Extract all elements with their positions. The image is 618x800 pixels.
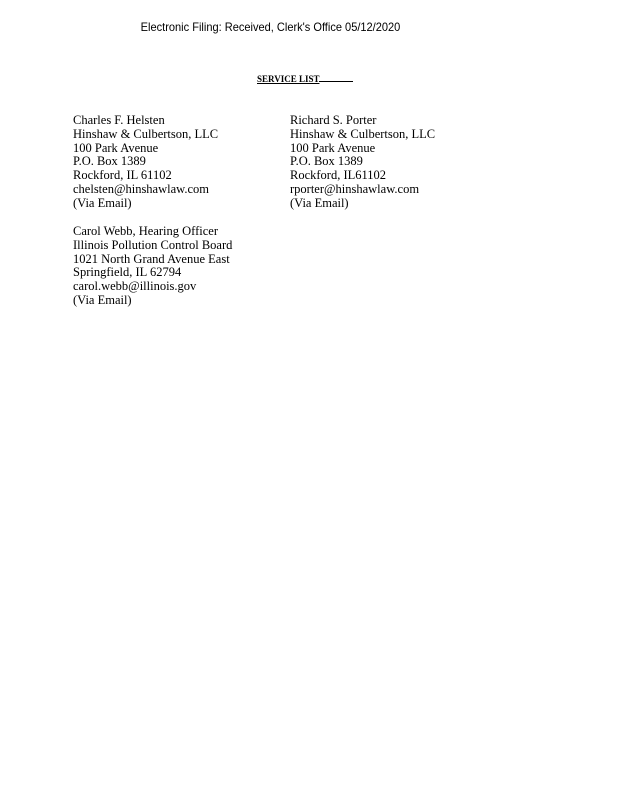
recipient-delivery-method: (Via Email) (290, 195, 349, 210)
recipient-email: chelsten@hinshawlaw.com (73, 181, 210, 196)
recipient-delivery-method: (Via Email) (73, 292, 132, 307)
recipient-street: 100 Park Avenue (290, 140, 376, 155)
title-underline-rule (319, 80, 353, 82)
recipient-city: Springfield, IL 62794 (73, 265, 182, 280)
recipient-organization: Illinois Pollution Control Board (73, 237, 233, 252)
recipient-po-box: P.O. Box 1389 (290, 154, 363, 169)
recipient-name: Richard S. Porter (290, 113, 377, 127)
recipient-city: Rockford, IL 61102 (73, 168, 172, 183)
recipient-block-webb (73, 225, 232, 308)
recipient-name: Carol Webb, Hearing Officer (73, 224, 219, 238)
recipient-delivery-method: (Via Email) (73, 195, 132, 210)
recipient-street: 100 Park Avenue (73, 140, 159, 155)
recipient-email: rporter@hinshawlaw.com (290, 181, 420, 196)
recipient-firm: Hinshaw & Culbertson, LLC (73, 126, 219, 141)
recipient-po-box: P.O. Box 1389 (73, 154, 146, 169)
recipient-street: 1021 North Grand Avenue East (73, 251, 230, 266)
service-list-title-text: SERVICE LIST (257, 74, 320, 84)
recipient-firm: Hinshaw & Culbertson, LLC (290, 126, 436, 141)
recipient-block-helsten (73, 114, 218, 211)
recipient-block-porter (290, 114, 435, 211)
recipient-email: carol.webb@illinois.gov (73, 279, 197, 294)
service-list-title (257, 74, 353, 84)
recipient-city: Rockford, IL61102 (290, 168, 387, 183)
electronic-filing-stamp: Electronic Filing: Received, Clerk's Office 05/12/2020 (140, 20, 401, 34)
recipient-name: Charles F. Helsten (73, 113, 165, 127)
